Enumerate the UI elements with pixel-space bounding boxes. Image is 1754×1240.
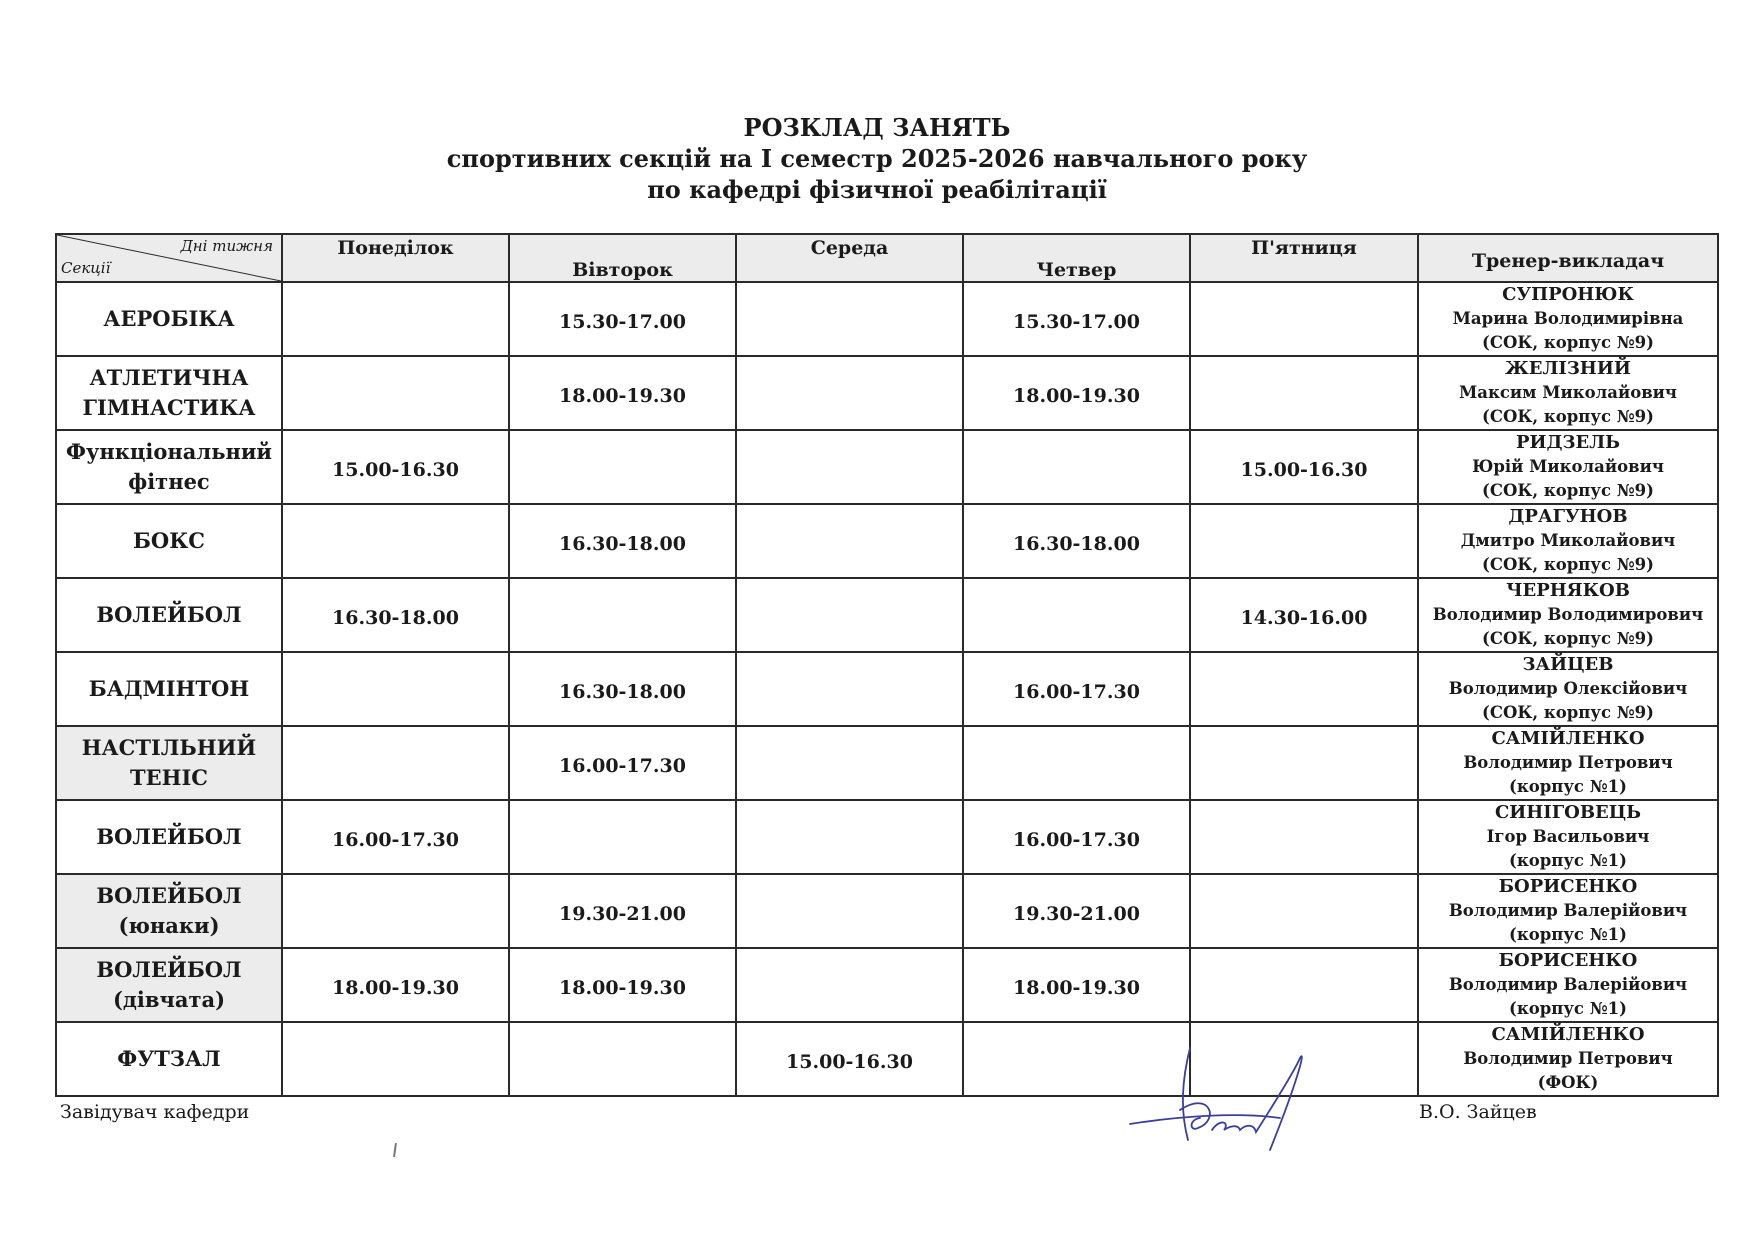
coach-location: (корпус №1) — [1509, 851, 1627, 870]
coach-location: (СОК, корпус №9) — [1482, 333, 1654, 352]
section-name-line: ГІМНАСТИКА — [82, 395, 256, 420]
coach-location: (ФОК) — [1537, 1073, 1599, 1092]
time-value: 15.30-17.00 — [1013, 311, 1140, 333]
section-name-line: Функціональний — [66, 439, 272, 464]
section-name-cell — [56, 726, 282, 800]
time-cell — [736, 874, 963, 948]
corner-header-cell — [56, 234, 282, 282]
time-value: 15.00-16.30 — [1240, 459, 1368, 481]
time-cell — [282, 726, 509, 800]
time-cell — [736, 652, 963, 726]
coach-surname: САМІЙЛЕНКО — [1491, 728, 1645, 749]
coach-location: (СОК, корпус №9) — [1482, 629, 1654, 648]
time-cell — [282, 430, 509, 504]
day-label: П'ятниця — [1251, 237, 1357, 259]
time-value: 15.30-17.00 — [559, 311, 686, 333]
coach-cell — [1418, 800, 1718, 874]
coach-location: (корпус №1) — [1509, 999, 1627, 1018]
time-cell — [282, 1022, 509, 1096]
time-value: 19.30-21.00 — [1013, 903, 1140, 925]
time-cell — [736, 578, 963, 652]
section-name-line: (дівчата) — [112, 987, 226, 1012]
section-name-cell — [56, 874, 282, 948]
coach-location: (корпус №1) — [1509, 777, 1627, 796]
section-name-cell — [56, 1022, 282, 1096]
section-name-line: ВОЛЕЙБОЛ — [96, 602, 242, 627]
coach-cell — [1418, 1022, 1718, 1096]
coach-cell — [1418, 726, 1718, 800]
time-cell — [1190, 800, 1418, 874]
table-row — [56, 800, 1718, 874]
coach-header — [1418, 234, 1718, 282]
time-cell — [736, 1022, 963, 1096]
coach-location: (СОК, корпус №9) — [1482, 703, 1654, 722]
head-of-department-name: В.О. Зайцев — [1419, 1101, 1537, 1123]
time-value: 16.00-17.30 — [1013, 681, 1140, 703]
day-header-thursday — [963, 234, 1190, 282]
time-cell — [736, 430, 963, 504]
section-name-line: БОКС — [132, 528, 206, 553]
section-name-line: (юнаки) — [118, 913, 220, 938]
day-header-monday — [282, 234, 509, 282]
time-cell — [1190, 430, 1418, 504]
time-cell — [509, 356, 736, 430]
section-name-line: ТЕНІС — [129, 765, 208, 790]
time-cell — [282, 948, 509, 1022]
table-row — [56, 874, 1718, 948]
day-label: Середа — [810, 237, 889, 259]
coach-surname: ЗАЙЦЕВ — [1522, 654, 1614, 675]
corner-days-label: Дні тижня — [180, 237, 273, 255]
coach-given-names: Ігор Васильович — [1486, 827, 1650, 846]
coach-given-names: Володимир Володимирович — [1432, 605, 1704, 624]
section-name-line: фітнес — [128, 469, 210, 494]
day-header-friday — [1190, 234, 1418, 282]
time-cell — [736, 504, 963, 578]
time-cell — [963, 652, 1190, 726]
table-row — [56, 578, 1718, 652]
section-name-line: АТЛЕТИЧНА — [89, 365, 249, 390]
coach-surname: ЖЕЛІЗНИЙ — [1505, 358, 1631, 379]
section-name-line: НАСТІЛЬНИЙ — [81, 735, 257, 760]
time-cell — [963, 504, 1190, 578]
header-row — [56, 234, 1718, 282]
time-cell — [282, 652, 509, 726]
table-row — [56, 356, 1718, 430]
section-name-line: ФУТЗАЛ — [117, 1046, 221, 1071]
time-cell — [963, 800, 1190, 874]
time-value: 18.00-19.30 — [559, 385, 686, 407]
time-cell — [509, 578, 736, 652]
time-cell — [509, 800, 736, 874]
time-cell — [736, 948, 963, 1022]
time-value: 18.00-19.30 — [1013, 385, 1140, 407]
coach-location: (СОК, корпус №9) — [1482, 555, 1654, 574]
coach-given-names: Марина Володимирівна — [1452, 309, 1684, 328]
table-row — [56, 1022, 1718, 1096]
coach-location: (корпус №1) — [1509, 925, 1627, 944]
coach-cell — [1418, 430, 1718, 504]
time-cell — [1190, 578, 1418, 652]
day-label: Четвер — [1036, 259, 1117, 281]
time-value: 16.30-18.00 — [1013, 533, 1140, 555]
section-name-line: ВОЛЕЙБОЛ — [96, 957, 242, 982]
coach-given-names: Володимир Олексійович — [1448, 679, 1688, 698]
coach-surname: СУПРОНЮК — [1502, 284, 1634, 305]
coach-surname: БОРИСЕНКО — [1498, 876, 1638, 897]
time-value: 16.00-17.30 — [1013, 829, 1140, 851]
coach-cell — [1418, 504, 1718, 578]
time-cell — [963, 356, 1190, 430]
time-cell — [963, 874, 1190, 948]
time-cell — [963, 578, 1190, 652]
time-cell — [282, 874, 509, 948]
time-cell — [509, 726, 736, 800]
coach-surname: БОРИСЕНКО — [1498, 950, 1638, 971]
time-cell — [736, 726, 963, 800]
day-header-wednesday — [736, 234, 963, 282]
time-value: 16.30-18.00 — [559, 533, 686, 555]
time-cell — [282, 504, 509, 578]
time-cell — [1190, 948, 1418, 1022]
department-line: по кафедрі фізичної реабілітації — [647, 175, 1107, 204]
time-value: 16.00-17.30 — [332, 829, 459, 851]
schedule-table — [55, 233, 1719, 1097]
table-row — [56, 726, 1718, 800]
time-cell — [282, 578, 509, 652]
time-cell — [963, 282, 1190, 356]
time-cell — [282, 356, 509, 430]
time-cell — [509, 430, 736, 504]
day-header-tuesday — [509, 234, 736, 282]
coach-given-names: Володимир Валерійович — [1448, 901, 1688, 920]
time-cell — [963, 726, 1190, 800]
coach-cell — [1418, 948, 1718, 1022]
time-value: 15.00-16.30 — [786, 1051, 913, 1073]
table-row — [56, 948, 1718, 1022]
section-name-line: ВОЛЕЙБОЛ — [96, 824, 242, 849]
schedule-body — [56, 282, 1718, 1096]
coach-given-names: Юрій Миколайович — [1472, 457, 1664, 476]
section-name-cell — [56, 504, 282, 578]
time-cell — [963, 948, 1190, 1022]
section-name-cell — [56, 800, 282, 874]
document-header — [0, 112, 1754, 205]
time-value: 18.00-19.30 — [1013, 977, 1140, 999]
time-cell — [1190, 726, 1418, 800]
time-cell — [1190, 652, 1418, 726]
time-cell — [1190, 356, 1418, 430]
section-name-cell — [56, 578, 282, 652]
time-cell — [509, 282, 736, 356]
time-cell — [282, 282, 509, 356]
coach-cell — [1418, 652, 1718, 726]
time-value: 18.00-19.30 — [332, 977, 459, 999]
time-value: 15.00-16.30 — [332, 459, 459, 481]
coach-given-names: Володимир Петрович — [1463, 753, 1673, 772]
time-value: 18.00-19.30 — [559, 977, 686, 999]
scan-speck — [393, 1143, 397, 1157]
page-subtitle: спортивних секцій на І семестр 2025-2026 навчального року — [446, 144, 1308, 173]
section-name-line: ВОЛЕЙБОЛ — [96, 883, 242, 908]
coach-surname: ЧЕРНЯКОВ — [1506, 580, 1630, 601]
head-of-department-label: Завідувач кафедри — [60, 1101, 250, 1123]
page-title: РОЗКЛАД ЗАНЯТЬ — [743, 113, 1011, 142]
time-value: 16.30-18.00 — [559, 681, 686, 703]
coach-given-names: Володимир Валерійович — [1448, 975, 1688, 994]
coach-given-names: Максим Миколайович — [1458, 383, 1677, 402]
time-cell — [1190, 504, 1418, 578]
time-cell — [509, 652, 736, 726]
section-name-cell — [56, 652, 282, 726]
table-row — [56, 504, 1718, 578]
section-name-cell — [56, 948, 282, 1022]
coach-location: (СОК, корпус №9) — [1482, 407, 1654, 426]
time-cell — [509, 948, 736, 1022]
coach-cell — [1418, 282, 1718, 356]
section-name-line: АЕРОБІКА — [103, 306, 235, 331]
time-value: 19.30-21.00 — [559, 903, 686, 925]
section-name-cell — [56, 356, 282, 430]
corner-sections-label: Секції — [61, 259, 111, 277]
table-row — [56, 652, 1718, 726]
signature — [1120, 1040, 1370, 1160]
time-cell — [509, 874, 736, 948]
coach-surname: САМІЙЛЕНКО — [1491, 1024, 1645, 1045]
coach-surname: СИНІГОВЕЦЬ — [1494, 802, 1642, 823]
time-cell — [736, 282, 963, 356]
time-value: 16.00-17.30 — [559, 755, 686, 777]
coach-given-names: Володимир Петрович — [1463, 1049, 1673, 1068]
time-value: 16.30-18.00 — [332, 607, 459, 629]
table-row — [56, 282, 1718, 356]
coach-location: (СОК, корпус №9) — [1482, 481, 1654, 500]
time-cell — [1190, 282, 1418, 356]
time-cell — [509, 504, 736, 578]
time-cell — [1190, 874, 1418, 948]
section-name-cell — [56, 282, 282, 356]
time-cell — [736, 356, 963, 430]
time-cell — [963, 430, 1190, 504]
day-label: Понеділок — [337, 237, 454, 259]
time-value: 14.30-16.00 — [1240, 607, 1368, 629]
day-label: Вівторок — [572, 259, 673, 281]
time-cell — [509, 1022, 736, 1096]
coach-cell — [1418, 874, 1718, 948]
section-name-line: БАДМІНТОН — [88, 676, 250, 701]
coach-cell — [1418, 578, 1718, 652]
table-row — [56, 430, 1718, 504]
coach-header-label: Тренер-викладач — [1471, 250, 1665, 272]
coach-surname: РИДЗЕЛЬ — [1515, 432, 1621, 453]
coach-given-names: Дмитро Миколайович — [1460, 531, 1676, 550]
time-cell — [736, 800, 963, 874]
coach-cell — [1418, 356, 1718, 430]
coach-surname: ДРАГУНОВ — [1508, 506, 1628, 527]
time-cell — [282, 800, 509, 874]
section-name-cell — [56, 430, 282, 504]
